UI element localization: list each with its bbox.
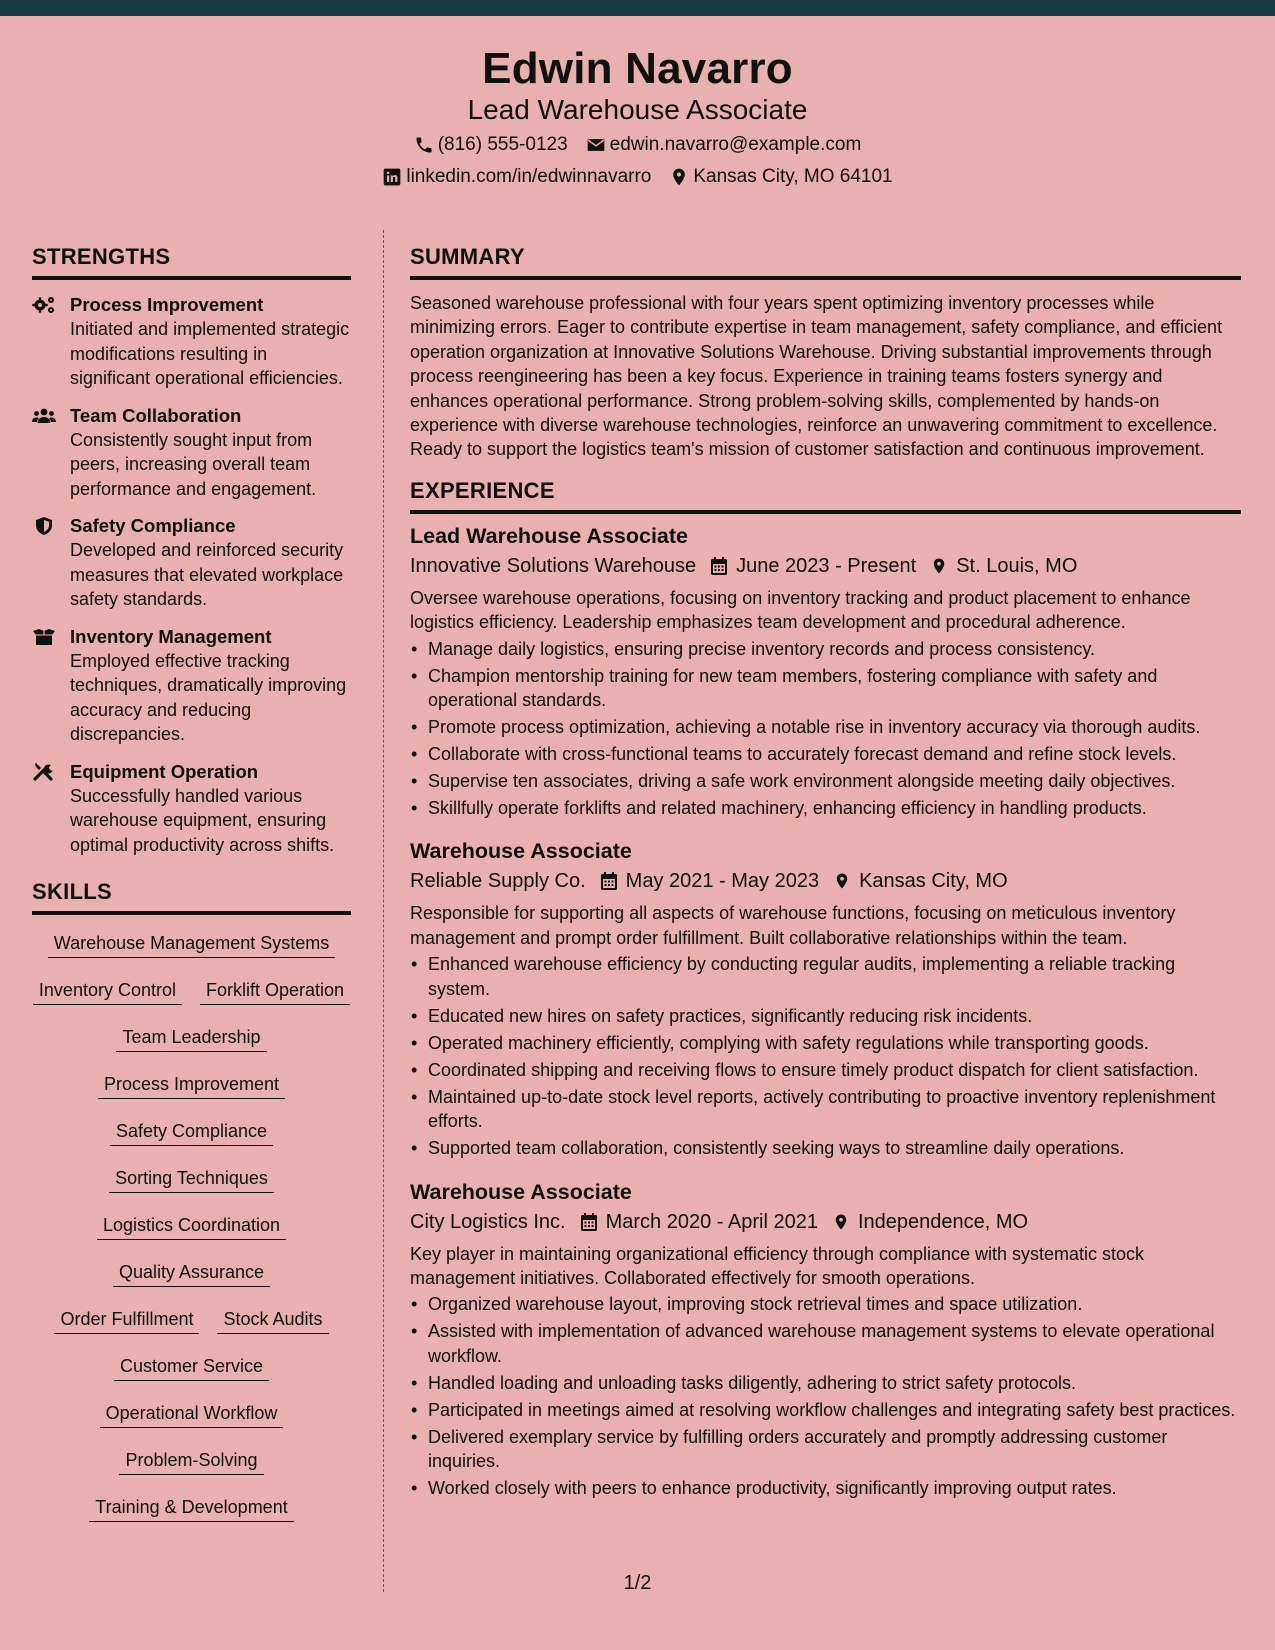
skill-tag: Sorting Techniques	[109, 1160, 274, 1193]
bullet-item: • Supervise ten associates, driving a safe work environment alongside meeting daily objectives.	[410, 769, 1241, 793]
job-entry	[410, 838, 1241, 1160]
linkedin-icon	[382, 167, 402, 187]
job-location: Independence, MO	[857, 1210, 1029, 1233]
bullet-item: • Handled loading and unloading tasks diligently, adhering to strict safety protocols.	[410, 1371, 1241, 1395]
location-contact	[669, 166, 892, 188]
right-column	[410, 244, 1241, 1503]
skill-tag: Training & Development	[89, 1489, 293, 1522]
skill-tag: Forklift Operation	[200, 972, 350, 1005]
strength-desc: Consistently sought input from peers, increasing overall team performance and engagement.	[70, 429, 317, 499]
strength-item	[32, 404, 351, 502]
job-entry	[410, 523, 1241, 821]
contact-row	[0, 134, 1275, 156]
strength-desc: Employed effective tracking techniques, dramatically improving accuracy and reducing discrepancies.	[70, 650, 347, 744]
skill-tag: Process Improvement	[98, 1066, 285, 1099]
calendar-icon	[600, 871, 618, 891]
skill-tag: Inventory Control	[33, 972, 182, 1005]
envelope-icon	[586, 135, 606, 155]
bullet-item: • Assisted with implementation of advanced warehouse management systems to elevate operational workflow.	[410, 1319, 1241, 1368]
skill-tag: Stock Audits	[217, 1301, 328, 1334]
map-pin-icon	[832, 1212, 850, 1232]
job-entry	[410, 1179, 1241, 1501]
tools-icon	[32, 762, 56, 782]
strength-desc: Successfully handled various warehouse equipment, ensuring optimal productivity across shifts.	[70, 785, 335, 855]
strengths-heading: STRENGTHS	[32, 244, 351, 280]
job-location: St. Louis, MO	[956, 554, 1078, 577]
job-bullets	[410, 952, 1241, 1160]
bullet-item: • Organized warehouse layout, improving stock retrieval times and space utilization.	[410, 1292, 1241, 1316]
phone-icon	[414, 135, 434, 155]
strength-title: Team Collaboration	[70, 404, 242, 426]
strength-title: Inventory Management	[70, 625, 272, 647]
skill-tag: Logistics Coordination	[97, 1207, 286, 1240]
summary-heading: SUMMARY	[410, 244, 1241, 280]
strength-item	[32, 514, 351, 612]
job-meta	[410, 552, 1241, 580]
page-number: 1/2	[623, 1572, 652, 1594]
bullet-item: • Enhanced warehouse efficiency by conducting regular audits, implementing a reliable tracking system.	[410, 952, 1241, 1001]
shield-icon	[32, 516, 56, 536]
skill-tag: Problem-Solving	[119, 1442, 263, 1475]
bullet-item: • Supported team collaboration, consistently seeking ways to streamline daily operations.	[410, 1136, 1241, 1160]
bullet-item: • Skillfully operate forklifts and related machinery, enhancing efficiency in handling products.	[410, 796, 1241, 820]
strength-title: Equipment Operation	[70, 760, 259, 782]
left-column	[32, 244, 351, 1536]
bullet-item: • Coordinated shipping and receiving flows to ensure timely product dispatch for client satisfaction.	[410, 1058, 1241, 1082]
linkedin-url: linkedin.com/in/edwinnavarro	[406, 166, 652, 187]
job-bullets	[410, 637, 1241, 821]
strength-item	[32, 293, 351, 391]
bullet-item: • Collaborate with cross-functional teams to accurately forecast demand and refine stock levels.	[410, 742, 1241, 766]
company-name: City Logistics Inc.	[410, 1210, 566, 1233]
job-description: Responsible for supporting all aspects of warehouse functions, focusing on meticulous inventory management and prompt order fulfillment. Built collaborative relationships within the team.	[410, 903, 1176, 948]
bullet-item: • Promote process optimization, achieving a notable rise in inventory accuracy via thorough audits.	[410, 715, 1241, 739]
job-dates: May 2021 - May 2023	[625, 870, 820, 893]
users-icon	[32, 406, 56, 426]
strength-desc: Developed and reinforced security measures that elevated workplace safety standards.	[70, 540, 344, 609]
bullet-item: • Champion mentorship training for new team members, fostering compliance with safety and operational standards.	[410, 664, 1241, 713]
job-bullets	[410, 1292, 1241, 1500]
skills-list	[32, 925, 351, 1536]
company-name: Reliable Supply Co.	[410, 870, 586, 893]
bullet-item: • Educated new hires on safety practices, significantly reducing risk incidents.	[410, 1004, 1241, 1028]
summary-text: Seasoned warehouse professional with four years spent optimizing inventory processes while minimizing errors. Eager to contribute expertise in team management, safety compliance, and efficient operation organization at Innovative Solutions Warehouse. Driving substantial improvements through process reengineering has been a key focus. Experience in training teams fosters synergy and enhances operational performance. Strong problem-solving skills, complemented by hands-on experience with diverse warehouse technologies, reinforce an unwavering commitment to excellence. Ready to support the logistics team's mission of customer satisfaction and continuous improvement.	[410, 293, 1223, 460]
phone-number: (816) 555-0123	[437, 134, 568, 155]
job-title: Warehouse Associate	[410, 839, 632, 864]
candidate-name: Edwin Navarro	[482, 44, 793, 93]
skill-tag: Team Leadership	[116, 1019, 266, 1052]
job-dates: June 2023 - Present	[736, 554, 917, 577]
box-open-icon	[32, 627, 56, 647]
linkedin-contact[interactable]	[382, 166, 651, 188]
skill-tag: Customer Service	[114, 1348, 269, 1381]
job-meta	[410, 867, 1241, 895]
top-accent-bar	[0, 0, 1275, 16]
map-pin-icon	[669, 167, 689, 187]
bullet-item: • Participated in meetings aimed at resolving workflow challenges and integrating safety best practices.	[410, 1398, 1241, 1422]
candidate-title: Lead Warehouse Associate	[467, 94, 808, 125]
column-divider	[383, 230, 384, 1592]
skills-heading: SKILLS	[32, 879, 351, 915]
experience-heading: EXPERIENCE	[410, 478, 1241, 514]
skill-tag: Warehouse Management Systems	[48, 925, 335, 958]
company-name: Innovative Solutions Warehouse	[410, 554, 697, 577]
bullet-item: • Maintained up-to-date stock level reports, actively contributing to proactive inventory replenishment efforts.	[410, 1085, 1241, 1134]
email-contact[interactable]	[586, 134, 862, 156]
skill-tag: Order Fulfillment	[54, 1301, 199, 1334]
strength-item	[32, 760, 351, 858]
skill-tag: Operational Workflow	[100, 1395, 284, 1428]
job-title: Warehouse Associate	[410, 1179, 632, 1204]
job-description: Key player in maintaining organizational efficiency through compliance with systematic stock management initiatives. Collaborated effectively for smooth operations.	[410, 1243, 1145, 1288]
job-dates: March 2020 - April 2021	[605, 1210, 818, 1233]
strength-desc: Initiated and implemented strategic modifications resulting in significant operational efficiencies.	[70, 319, 350, 388]
location-text: Kansas City, MO 64101	[693, 166, 893, 187]
strength-title: Safety Compliance	[70, 515, 236, 536]
bullet-item: • Delivered exemplary service by fulfilling orders accurately and promptly addressing customer inquiries.	[410, 1425, 1241, 1474]
strength-title: Process Improvement	[70, 294, 264, 315]
job-title: Lead Warehouse Associate	[410, 523, 688, 548]
calendar-icon	[710, 556, 728, 576]
job-meta	[410, 1208, 1241, 1236]
contact-row-2	[0, 166, 1275, 188]
skill-tag: Quality Assurance	[113, 1254, 270, 1287]
resume-header	[0, 16, 1275, 204]
strength-item	[32, 625, 351, 747]
map-pin-icon	[930, 556, 948, 576]
job-location: Kansas City, MO	[859, 870, 1008, 893]
phone-contact[interactable]	[414, 134, 568, 156]
bullet-item: • Manage daily logistics, ensuring precise inventory records and process consistency.	[410, 637, 1241, 661]
email-address: edwin.navarro@example.com	[609, 134, 862, 155]
map-pin-icon	[833, 871, 851, 891]
bullet-item: • Worked closely with peers to enhance productivity, significantly improving output rates.	[410, 1476, 1241, 1500]
skill-tag: Safety Compliance	[110, 1113, 273, 1146]
job-description: Oversee warehouse operations, focusing on inventory tracking and product placement to enhance logistics efficiency. Leadership emphasizes team development and procedural adherence.	[410, 587, 1191, 633]
calendar-icon	[580, 1212, 598, 1232]
bullet-item: • Operated machinery efficiently, complying with safety regulations while transporting goods.	[410, 1031, 1241, 1055]
gears-icon	[32, 295, 56, 315]
